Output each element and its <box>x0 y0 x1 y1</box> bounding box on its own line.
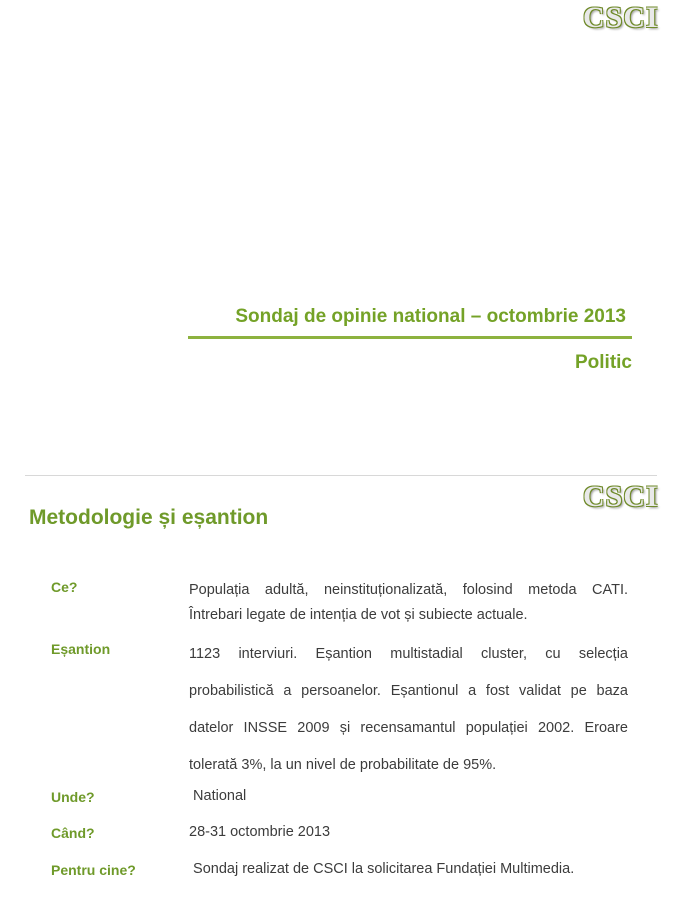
text-line: Populația adultă, neinstituționalizată, folosind metoda CATI. <box>189 582 628 598</box>
cover-subtitle: Politic <box>574 352 632 373</box>
row-label-unde: Unde? <box>51 789 95 805</box>
row-value-ce <box>189 578 628 628</box>
text-line: datelor INSSE 2009 și recensamantul populației 2002. Eroare <box>189 720 628 736</box>
row-label-esantion: Eșantion <box>51 641 111 657</box>
row-label-cand: Când? <box>51 825 95 841</box>
text-line: tolerată 3%, la un nivel de probabilitate de 95%. <box>189 757 497 773</box>
text-line: 1123 interviuri. Eșantion multistadial cluster, cu selecția <box>189 646 628 662</box>
csci-logo: CSCI <box>583 480 659 513</box>
row-value-esantion <box>189 636 628 784</box>
row-label-pentru-cine: Pentru cine? <box>51 862 136 878</box>
row-value-cand: 28-31 octombrie 2013 <box>189 824 331 840</box>
row-value-unde: National <box>189 788 247 804</box>
cover-title-underline <box>188 336 632 339</box>
row-value-pentru-cine: Sondaj realizat de CSCI la solicitarea Fundației Multimedia. <box>189 861 575 877</box>
cover-title: Sondaj de opinie national – octombrie 2013 <box>235 306 626 327</box>
text-line: probabilistică a persoanelor. Eșantionul a fost validat pe baza <box>189 683 628 699</box>
page-divider <box>25 475 657 476</box>
csci-logo: CSCI <box>583 1 659 34</box>
row-label-ce: Ce? <box>51 579 78 595</box>
text-line: Întrebari legate de intenția de vot și subiecte actuale. <box>189 607 528 623</box>
section-title: Metodologie și eșantion <box>29 506 269 529</box>
